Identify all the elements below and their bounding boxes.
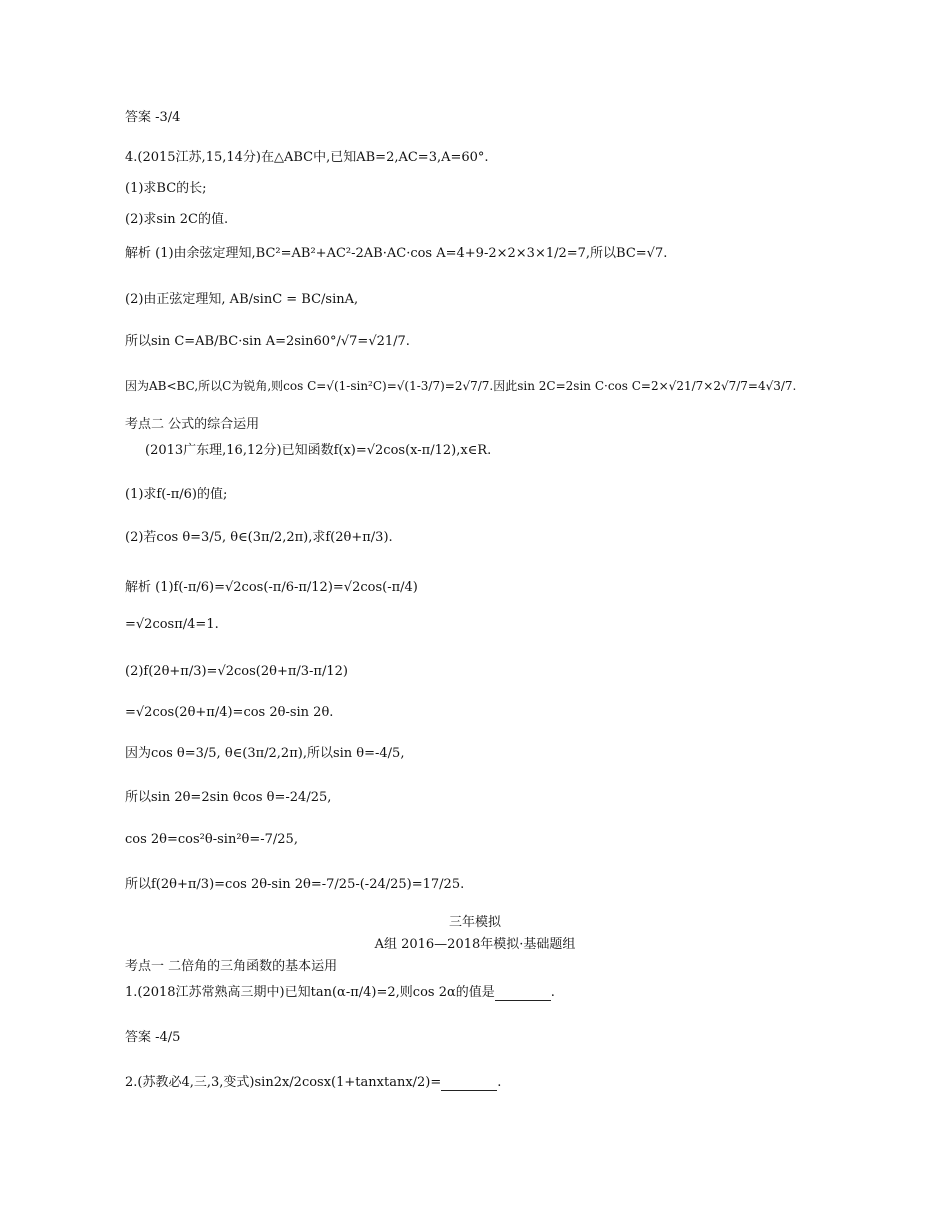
- solution-4-step-3: 所以sin C=AB/BC·sin A=2sin60°/√7=√21/7.: [125, 334, 410, 349]
- section-heading-2: 考点二 公式的综合运用: [125, 417, 260, 432]
- solution-2013-step-6: 所以sin 2θ=2sin θcos θ=-24/25,: [125, 790, 332, 805]
- section-title-three-year: 三年模拟: [448, 915, 501, 930]
- solution-4-step-4: 因为AB<BC,所以C为锐角,则cos C=√(1-sin²C)=√(1-3/7)=2√7/7.因此sin 2C=2sin C·cos C=2×√21/7×2√7/7=4√3/7.: [125, 379, 797, 393]
- problem-4-part-2: (2)求sin 2C的值.: [125, 212, 229, 227]
- exercise-2: 2.(苏教必4,三,3,变式)sin2x/2cosx(1+tanxtanx/2)= .: [125, 1075, 502, 1090]
- problem-4-part-1: (1)求BC的长;: [125, 181, 207, 196]
- solution-2013-step-8: 所以f(2θ+π/3)=cos 2θ-sin 2θ=-7/25-(-24/25)=17/25.: [125, 877, 465, 892]
- group-a-title: A组 2016—2018年模拟·基础题组: [374, 937, 576, 952]
- solution-2013-step-1: 解析 (1)f(-π/6)=√2cos(-π/6-π/12)=√2cos(-π/4): [125, 580, 418, 595]
- answer-blank-1: [495, 988, 551, 1001]
- exercise-1: 1.(2018江苏常熟高三期中)已知tan(α-π/4)=2,则cos 2α的值是 .: [125, 985, 555, 1000]
- answer-line-2: 答案 -4/5: [125, 1030, 181, 1045]
- problem-2013-title: (2013广东理,16,12分)已知函数f(x)=√2cos(x-π/12),x∈R.: [145, 443, 492, 458]
- problem-2013-part-1: (1)求f(-π/6)的值;: [125, 487, 228, 502]
- answer-line-1: 答案 -3/4: [125, 110, 181, 125]
- solution-2013-step-5: 因为cos θ=3/5, θ∈(3π/2,2π),所以sin θ=-4/5,: [125, 746, 405, 761]
- section-heading-1: 考点一 二倍角的三角函数的基本运用: [125, 959, 338, 974]
- answer-blank-2: [441, 1078, 497, 1091]
- problem-2013-part-2: (2)若cos θ=3/5, θ∈(3π/2,2π),求f(2θ+π/3).: [125, 530, 393, 545]
- solution-2013-step-3: (2)f(2θ+π/3)=√2cos(2θ+π/3-π/12): [125, 664, 348, 679]
- solution-2013-step-7: cos 2θ=cos²θ-sin²θ=-7/25,: [125, 832, 298, 847]
- solution-4-step-1: 解析 (1)由余弦定理知,BC²=AB²+AC²-2AB·AC·cos A=4+9-2×2×3×1/2=7,所以BC=√7.: [125, 246, 668, 261]
- solution-2013-step-4: =√2cos(2θ+π/4)=cos 2θ-sin 2θ.: [125, 705, 334, 720]
- problem-4-title: 4.(2015江苏,15,14分)在△ABC中,已知AB=2,AC=3,A=60°.: [125, 150, 489, 165]
- solution-4-step-2: (2)由正弦定理知, AB/sinC = BC/sinA,: [125, 292, 359, 307]
- solution-2013-step-2: =√2cosπ/4=1.: [125, 617, 219, 632]
